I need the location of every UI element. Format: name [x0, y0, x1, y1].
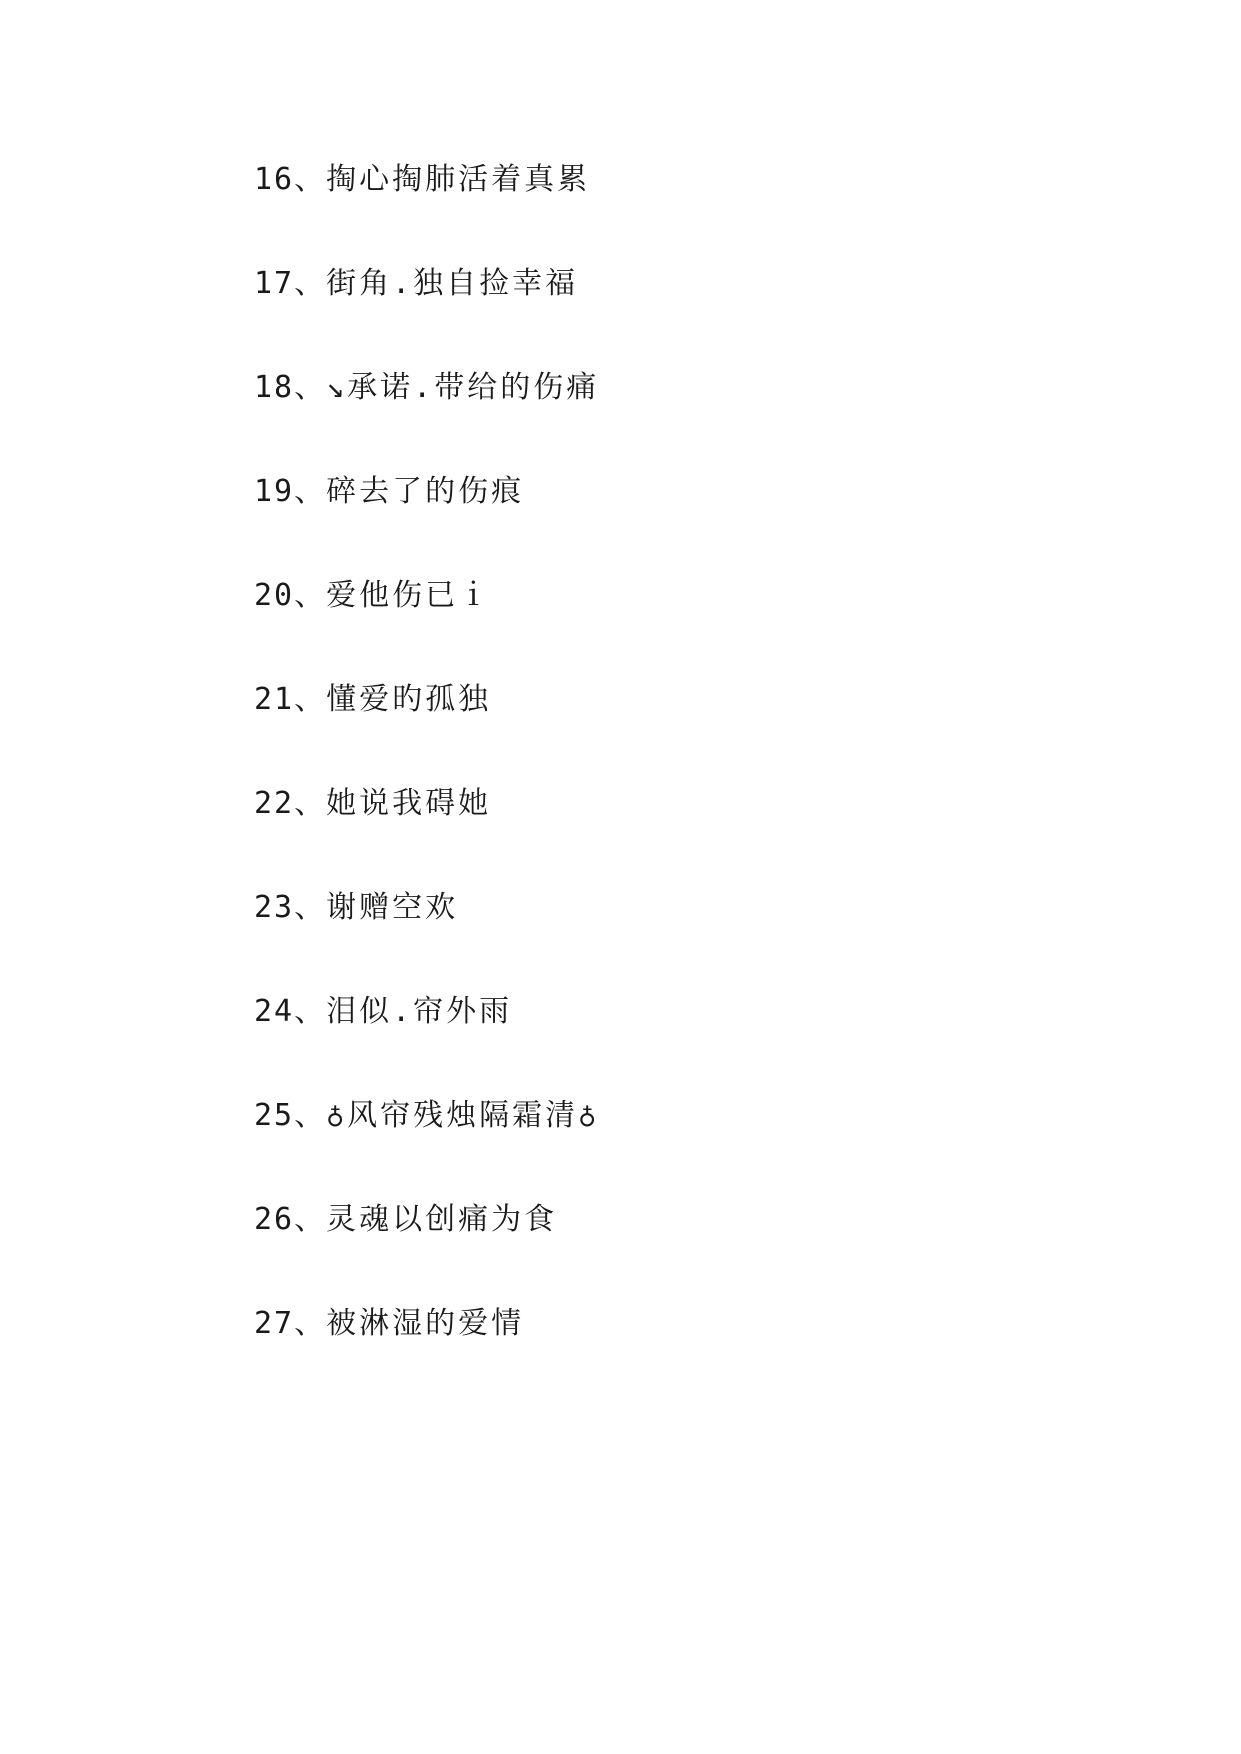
item-text: 灵魂以创痛为食: [326, 1202, 558, 1237]
list-item: [254, 784, 491, 824]
item-number: 16、: [254, 162, 327, 197]
item-text: 她说我碍她: [326, 786, 492, 821]
item-number: 19、: [254, 474, 327, 509]
list-item: [254, 160, 590, 200]
item-number: 21、: [254, 682, 327, 717]
item-text: ↘承诺.带给的伤痛: [326, 370, 600, 405]
list-item: [254, 888, 458, 928]
item-text: 被淋湿的爱情: [326, 1306, 525, 1341]
list-item: [254, 264, 578, 304]
item-text: 掏心掏肺活着真累: [326, 162, 591, 197]
item-text: 碎去了的伤痕: [326, 474, 525, 509]
list-item: [254, 1200, 557, 1240]
item-number: 27、: [254, 1306, 327, 1341]
item-text: ♁风帘残烛隔霜清♁: [326, 1098, 600, 1133]
list-item: [254, 1304, 524, 1344]
list-item: [254, 368, 599, 408]
item-number: 17、: [254, 266, 327, 301]
item-number: 18、: [254, 370, 327, 405]
item-text: 懂爱旳孤独: [326, 682, 492, 717]
list-item: [254, 472, 524, 512]
item-number: 23、: [254, 890, 327, 925]
item-number: 26、: [254, 1202, 327, 1237]
item-text: 爱他伤已ｉ: [326, 578, 492, 613]
list-item: [254, 680, 491, 720]
item-text: 泪似.帘外雨: [326, 994, 513, 1029]
item-number: 24、: [254, 994, 327, 1029]
item-number: 20、: [254, 578, 327, 613]
list-item: [254, 992, 512, 1032]
item-text: 街角.独自捡幸福: [326, 266, 579, 301]
item-text: 谢赠空欢: [326, 890, 459, 925]
list-item: [254, 576, 491, 616]
item-number: 22、: [254, 786, 327, 821]
item-number: 25、: [254, 1098, 327, 1133]
list-item: [254, 1096, 599, 1136]
